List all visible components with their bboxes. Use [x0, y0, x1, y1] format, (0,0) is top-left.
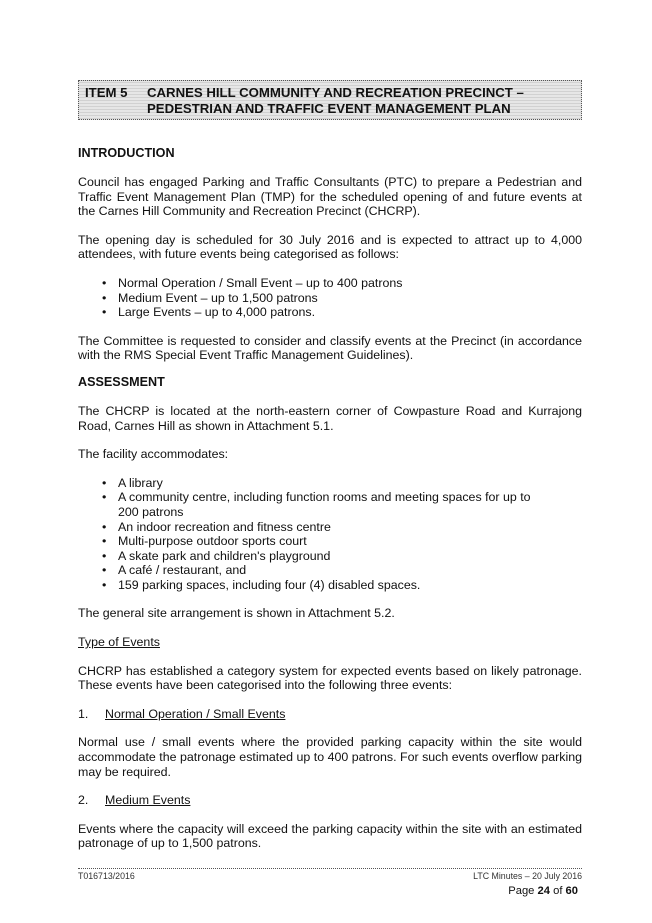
list-item: • Multi-purpose outdoor sports court	[78, 534, 546, 549]
introduction-paragraph-1: Council has engaged Parking and Traffic Consultants (PTC) to prepare a Pedestrian and Traffic Event Management Plan (TMP) for the scheduled opening of and future events at the Carnes Hill Community and Recreation Precinct (CHCRP).	[78, 175, 582, 219]
list-item: • A café / restaurant, and	[78, 563, 546, 578]
item-title-line-1: CARNES HILL COMMUNITY AND RECREATION PRECINCT –	[147, 85, 524, 100]
page-label: Page	[508, 885, 535, 897]
assessment-paragraph-3: The general site arrangement is shown in Attachment 5.2.	[78, 606, 395, 621]
event-category-list	[78, 276, 582, 320]
list-item: • An indoor recreation and fitness centre	[78, 520, 546, 535]
introduction-heading: INTRODUCTION	[78, 146, 175, 160]
list-item: • A community centre, including function rooms and meeting spaces for up to 200 patrons	[78, 490, 546, 519]
category-1-title: Normal Operation / Small Events	[105, 706, 286, 721]
page-current: 24	[537, 885, 550, 897]
category-1-number: 1.	[78, 706, 89, 721]
introduction-paragraph-3: The Committee is requested to consider and classify events at the Precinct (in accordance with the RMS Special Event Traffic Management Guidelines).	[78, 333, 582, 363]
facility-list	[78, 476, 582, 593]
introduction-paragraph-2: The opening day is scheduled for 30 July 2016 and is expected to attract up to 4,000 attendees, with future events being categorised as follows:	[78, 232, 582, 262]
assessment-heading: ASSESSMENT	[78, 374, 165, 389]
list-item: • Large Events – up to 4,000 patrons.	[78, 305, 582, 320]
assessment-paragraph-1: The CHCRP is located at the north-eastern corner of Cowpasture Road and Kurrajong Road, Carnes Hill as shown in Attachment 5.1.	[78, 403, 582, 433]
category-2-text: Events where the capacity will exceed the parking capacity within the site with an estimated patronage of up to 1,500 patrons.	[78, 821, 582, 851]
list-item: • A library	[78, 476, 546, 491]
assessment-paragraph-2: The facility accommodates:	[78, 447, 229, 462]
category-2-number: 2.	[78, 793, 89, 808]
list-item: • A skate park and children's playground	[78, 549, 546, 564]
item-title-line-2: PEDESTRIAN AND TRAFFIC EVENT MANAGEMENT PLAN	[147, 101, 511, 116]
category-1-heading	[78, 707, 582, 722]
list-item: • 159 parking spaces, including four (4) disabled spaces.	[78, 578, 546, 593]
list-item: • Medium Event – up to 1,500 patrons	[78, 291, 582, 306]
list-item: • Normal Operation / Small Event – up to 400 patrons	[78, 276, 582, 291]
category-1-text: Normal use / small events where the provided parking capacity within the site would accommodate the patronage estimated up to 400 patrons. For such events overflow parking may be required.	[78, 735, 582, 779]
item-title-box	[78, 80, 582, 120]
category-2-title: Medium Events	[105, 793, 191, 808]
page-footer	[78, 868, 582, 881]
type-of-events-heading: Type of Events	[78, 635, 160, 650]
page-of: of	[553, 885, 563, 897]
events-paragraph: CHCRP has established a category system for expected events based on likely patronage. These events have been categorised into the following three events:	[78, 663, 582, 693]
footer-minutes-label: LTC Minutes – 20 July 2016	[473, 871, 582, 881]
item-title	[147, 85, 575, 117]
page-total: 60	[565, 885, 578, 897]
document-page	[78, 78, 582, 851]
footer-reference: T016713/2016	[78, 871, 135, 881]
category-2-heading	[78, 793, 582, 808]
page-number	[508, 884, 578, 899]
item-number: ITEM 5	[85, 85, 128, 100]
